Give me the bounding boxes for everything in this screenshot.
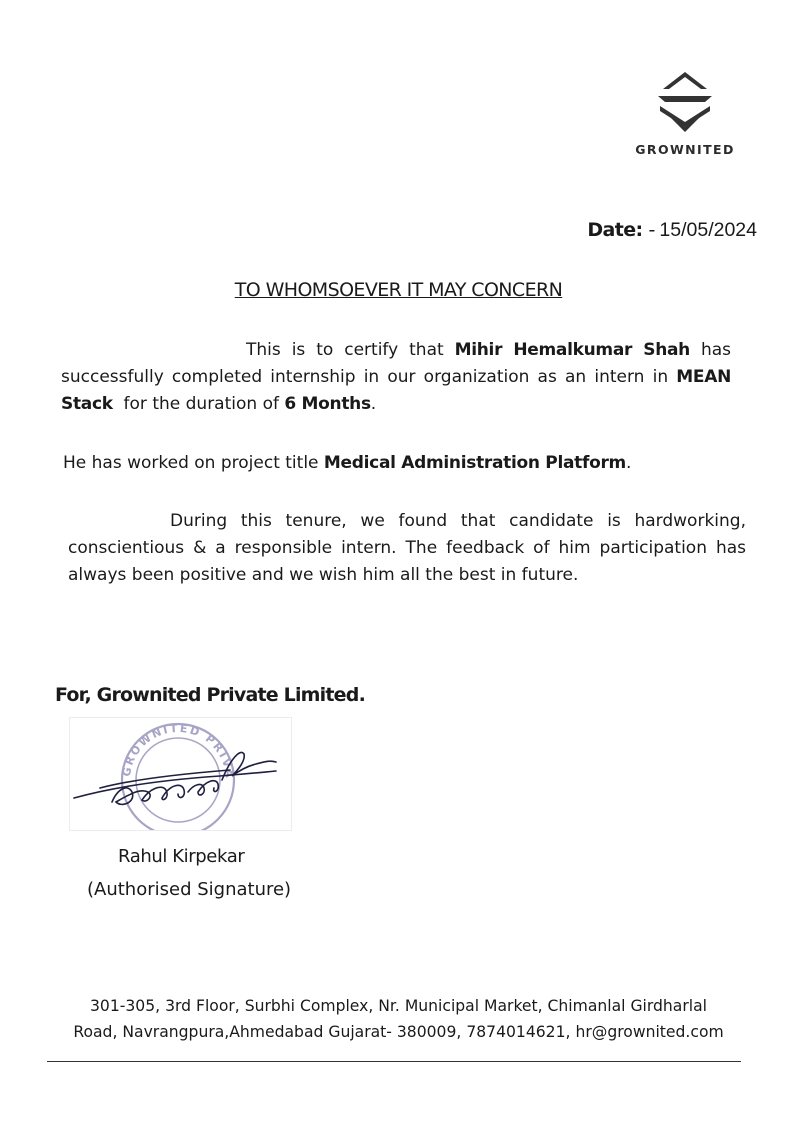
company-wordmark: GROWNITED: [635, 142, 735, 157]
internship-technology: MEAN Stack: [61, 367, 731, 414]
para2-end: .: [625, 453, 632, 473]
address-line-2: Road, Navrangpura,Ahmedabad Gujarat- 380009, 7874014621, hr@grownited.com: [73, 1023, 724, 1041]
company-logo: [622, 70, 748, 160]
company-stamp-signature: [70, 718, 291, 830]
grownited-logo-icon: [654, 70, 716, 136]
signatory-name: Rahul Kirpekar: [118, 846, 245, 867]
document-heading: TO WHOMSOEVER IT MAY CONCERN: [234, 279, 563, 301]
para3-text: During this tenure, we found that candidate is hardworking, conscientious & a responsible intern. The feedback of him participation has always been positive and we wish him all the best in future.: [68, 511, 746, 585]
feedback-paragraph: [68, 508, 746, 589]
para1-end: .: [370, 394, 377, 414]
signature-image: [69, 717, 292, 831]
footer-divider: [47, 1061, 741, 1062]
for-company-line: For, Grownited Private Limited.: [55, 684, 365, 706]
signature-scribble-icon: [74, 752, 276, 804]
date-label: Date:: [587, 219, 643, 241]
para1-text-1: This is to certify that: [246, 340, 444, 360]
footer-address: [40, 993, 757, 1045]
project-paragraph: [63, 450, 763, 477]
certification-paragraph: [61, 337, 731, 418]
date-separator: -: [648, 219, 656, 241]
svg-text:GROWNITED PRIVATE LIMITED: GROWNITED PRIVA: [119, 721, 237, 780]
para2-text: He has worked on project title: [63, 453, 319, 473]
date-value: 15/05/2024: [659, 219, 757, 241]
project-title: Medical Administration Platform: [323, 453, 626, 473]
date-line: [587, 219, 757, 242]
para1-text-2: has successfully completed internship in our organization as an intern in: [61, 340, 731, 387]
address-line-1: 301-305, 3rd Floor, Surbhi Complex, Nr. Municipal Market, Chimanlal Girdharlal: [90, 997, 707, 1015]
intern-name: Mihir Hemalkumar Shah: [454, 340, 690, 360]
para1-text-3: for the duration of: [123, 394, 279, 414]
signatory-role: (Authorised Signature): [87, 879, 292, 900]
internship-duration: 6 Months: [284, 394, 371, 414]
company-stamp-icon: [70, 718, 236, 830]
